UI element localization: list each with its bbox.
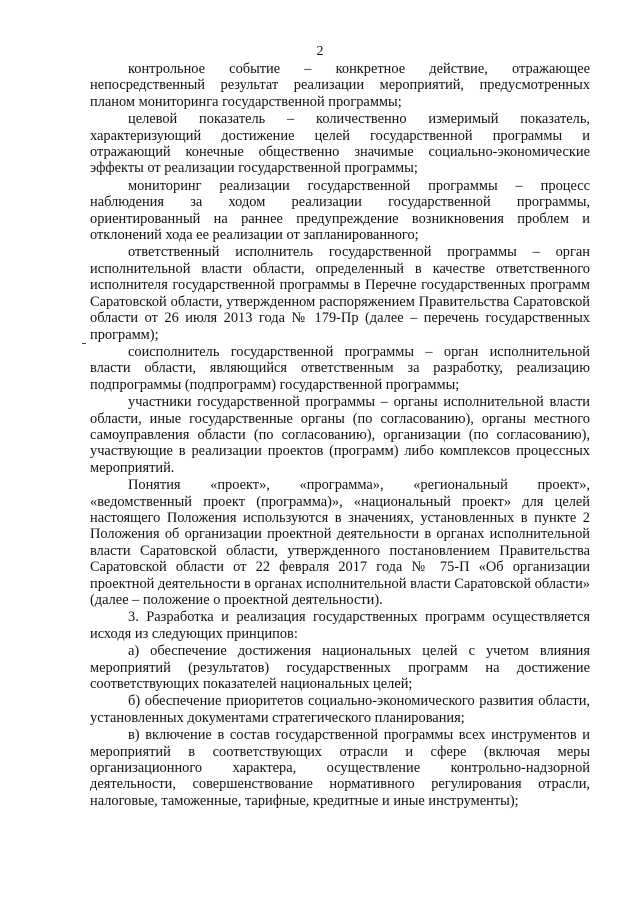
definition-responsible-executor: ответственный исполнитель государственной программы – орган исполнительной власти области, определенный в качестве ответственного исполнителя государственной программы в Перечне государственных программ Саратовской области, утвержденном распоряжением Правительства Саратовской области от 26 июля 2013 года № 179-Пр (далее – перечень государственных программ); [90, 244, 590, 343]
principle-b: б) обеспечение приоритетов социально-экономического развития области, установленных документами стратегического планирования; [90, 693, 590, 726]
definition-target-indicator: целевой показатель – количественно измеримый показатель, характеризующий достижение целей государственной программы и отражающий конечные общественно значимые социально-экономические эффекты от реализации государственной программы; [90, 111, 590, 177]
concepts-paragraph: Понятия «проект», «программа», «региональный проект», «ведомственный проект (программа)», «национальный проект» для целей настоящего Положения используются в значениях, установленных в пункте 2 Положения об организации проектной деятельности в органах исполнительной власти Саратовской области, утвержденного постановлением Правительства Саратовской области от 22 февраля 2017 года № 75-П «Об организации проектной деятельности в органах исполнительной власти Саратовской области» (далее – положение о проектной деятельности). [90, 477, 590, 608]
principle-c: в) включение в состав государственной программы всех инструментов и мероприятий в соответствующих отрасли и сфере (включая меры организационного характера, осуществление контрольно-надзорной деятельности, совершенствование нормативного регулирования отрасли, налоговые, таможенные, тарифные, кредитные и иные инструменты); [90, 727, 590, 809]
margin-mark [82, 343, 86, 344]
page-number: 2 [316, 44, 324, 59]
document-body [90, 61, 590, 809]
definition-participants: участники государственной программы – органы исполнительной власти области, иные государственные органы (по согласованию), органы местного самоуправления области (по согласованию), организации (по согласованию), участвующие в реализации проектов (программ) либо комплексов процессных мероприятий. [90, 394, 590, 476]
definition-control-event: контрольное событие – конкретное действие, отражающее непосредственный результат реализации мероприятий, предусмотренных планом мониторинга государственной программы; [90, 61, 590, 110]
principle-a: а) обеспечение достижения национальных целей с учетом влияния мероприятий (результатов) государственных программ на достижение соответствующих показателей национальных целей; [90, 643, 590, 693]
definition-co-executor: соисполнитель государственной программы – орган исполнительной власти области, являющийся ответственным за разработку, реализацию подпрограммы (подпрограмм) государственной программы; [90, 343, 590, 393]
definition-monitoring: мониторинг реализации государственной программы – процесс наблюдения за ходом реализации государственной программы, ориентированный на раннее предупреждение возникновения проблем и отклонений хода ее реализации от запланированного; [90, 177, 590, 244]
section-3-intro: 3. Разработка и реализация государственных программ осуществляется исходя из следующих принципов: [90, 609, 590, 642]
